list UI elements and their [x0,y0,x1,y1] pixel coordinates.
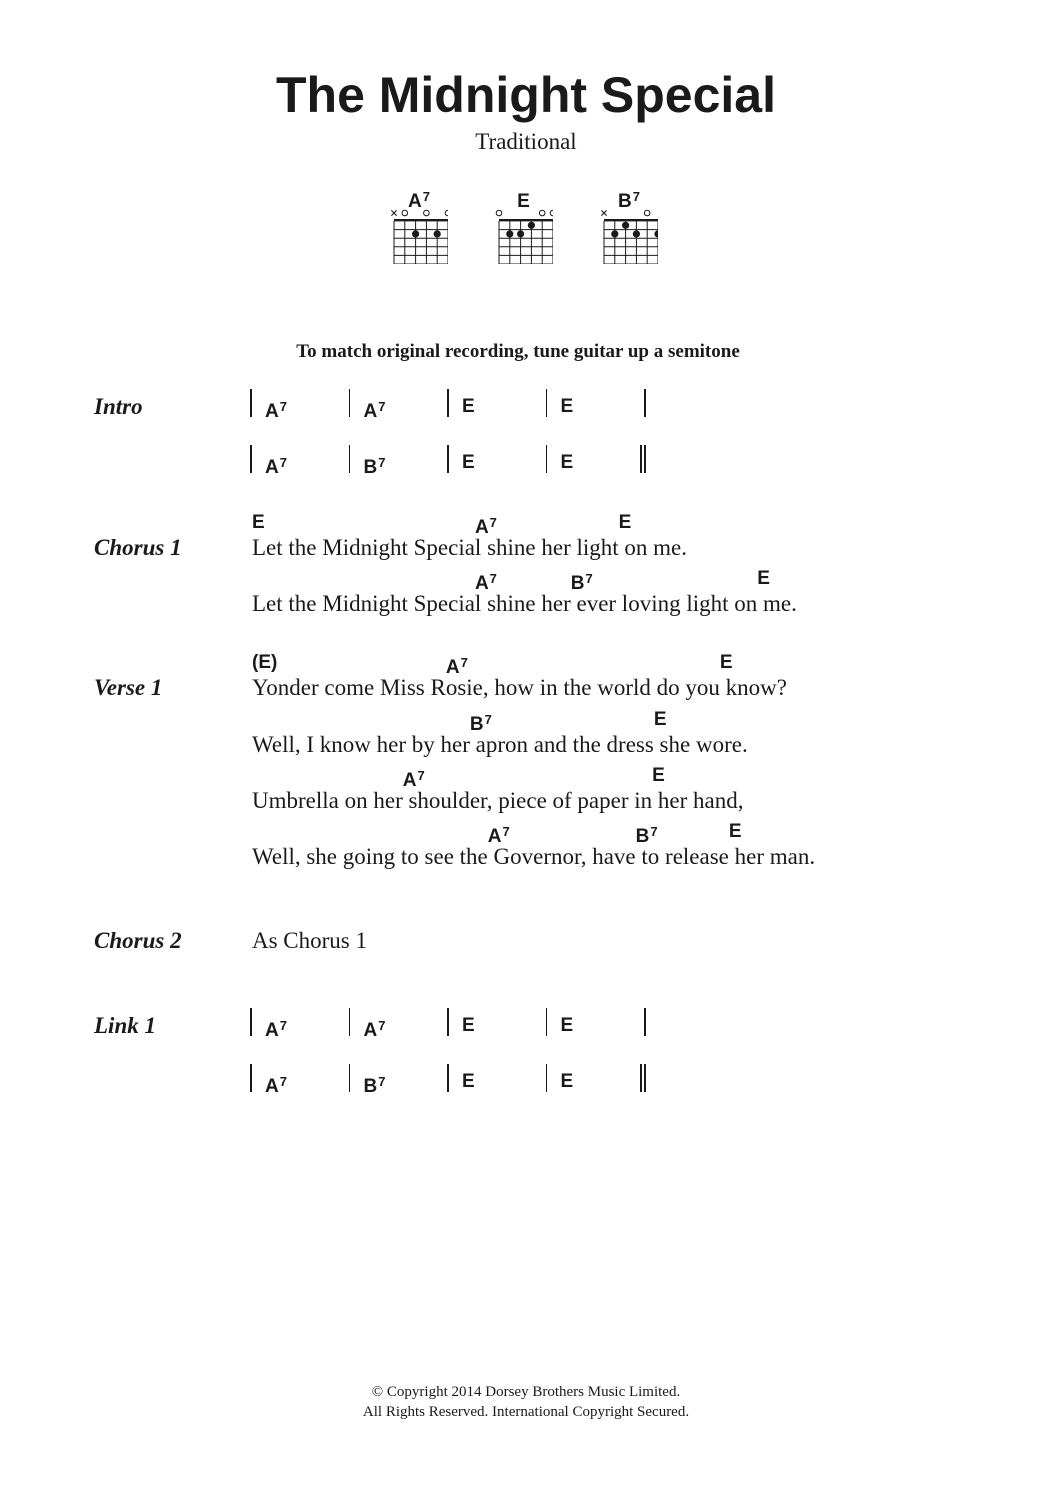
finger-dot [622,222,629,229]
chord-root: E [462,396,475,417]
chord-root: E [252,512,265,533]
open-string-marker [550,210,553,216]
barline [349,445,351,473]
barline [447,1008,449,1036]
barline [447,1064,449,1092]
open-string-marker [445,210,448,216]
chord-symbol [265,452,287,479]
chord-extension: 7 [378,455,386,470]
chord-symbol [475,512,497,539]
barline [349,1064,351,1092]
barline [546,445,548,473]
finger-dot [434,230,441,237]
lyric-block [252,512,1012,568]
chord-root: E [653,709,667,730]
barline [447,389,449,417]
rights-line: All Rights Reserved. International Copyright Secured. [362,1404,690,1420]
chord-symbol [488,821,510,848]
chord-extension: 7 [417,768,425,783]
bar-row [250,445,650,478]
chord-symbol [446,652,468,679]
chord-root: A [265,457,279,478]
barline [250,389,252,417]
chord-extension: 7 [460,655,468,670]
chord-symbol [636,821,658,848]
chord-root: E [719,652,733,673]
chord-symbol [364,1015,386,1042]
chord-extension: 7 [378,399,386,414]
open-string-marker [539,210,545,216]
chord-extension: 7 [489,571,497,586]
chord-root: E [462,1071,475,1092]
lyric-line: Well, she going to see the Governor, have to release her man. [252,844,816,869]
barline [546,1008,548,1036]
chord-symbol [462,396,475,418]
chord-symbol [265,1015,287,1042]
chord-symbol [561,396,574,418]
chord-root: A [408,191,422,212]
chord-symbol [265,1071,287,1098]
barline [349,389,351,417]
chord-root: E [560,452,574,473]
chord-root: B [363,457,378,478]
chord-extension: 7 [279,1018,287,1033]
chord-root: E [618,512,632,533]
chord-root: E [652,765,665,786]
bar-row [250,389,650,422]
barline [640,1064,642,1092]
lyric-block [252,765,1012,821]
barline [640,445,642,473]
barline [644,389,646,417]
nut [604,219,658,221]
finger-dot [506,230,513,237]
finger-dot [517,230,524,237]
chord-root: A [363,1020,378,1041]
muted-string-marker [601,210,606,215]
chord-symbol [571,568,593,595]
lyric-line: Umbrella on her shoulder, piece of paper in her hand, [252,788,744,813]
finger-dot [611,230,618,237]
chord-diagram [390,186,448,266]
chord-root: B [618,191,632,212]
chord-extension: 7 [378,1074,386,1089]
finger-dot [528,222,535,229]
chord-root: A [474,573,489,594]
nut [499,219,553,221]
chord-root: E [462,1015,475,1036]
chord-symbol [364,452,386,479]
chord-symbol [561,1071,574,1093]
section-label-chorus-2: Chorus 2 [94,928,182,953]
chord-symbol [475,568,497,595]
lyric-line: Let the Midnight Special shine her ever loving light on me. [252,591,797,616]
chord-symbol [364,396,386,423]
chord-root: E [560,396,574,417]
chord-extension: 7 [502,824,510,839]
chord-root: E [728,821,742,842]
chord-extension: 7 [378,1018,386,1033]
chord-extension: 7 [650,824,658,839]
open-string-marker [496,210,502,216]
copyright-line: © Copyright 2014 Dorsey Brothers Music Limited. [371,1384,681,1400]
chord-root: A [265,1020,279,1041]
chord-root: (E) [252,652,278,673]
chord-extension: 7 [489,515,497,530]
chord-symbol [364,1071,386,1098]
chord-grid [600,208,658,264]
chord-root: A [487,826,502,847]
muted-string-marker [391,210,396,215]
open-string-marker [402,210,408,216]
chord-grid [495,208,553,264]
chord-root: B [469,714,484,735]
chord-symbol [729,821,742,843]
lyric-line: Yonder come Miss Rosie, how in the world do you know? [252,675,787,700]
chord-symbol [652,765,665,787]
chord-symbol [252,652,277,674]
chord-symbol [252,512,265,534]
chord-diagram [600,186,658,266]
barline [250,1064,252,1092]
chord-root: E [462,452,475,473]
lyric-line: Well, I know her by her apron and the dress she wore. [252,732,748,757]
chord-root: A [363,401,378,422]
barline [644,445,646,473]
chord-extension: 7 [484,712,492,727]
barline [546,389,548,417]
chord-symbol [654,709,667,731]
chord-root: A [445,657,460,678]
lyric-line: Let the Midnight Special shine her light on me. [252,535,688,560]
chord-symbol [470,709,492,736]
chord-diagrams [0,186,1052,266]
chord-symbol [403,765,425,792]
chord-extension: 7 [279,399,287,414]
chord-extension: 7 [422,189,430,204]
barline [546,1064,548,1092]
chord-symbol [720,652,733,674]
chord-root: E [517,191,530,212]
finger-dot [633,230,640,237]
bar-row [250,1064,650,1097]
lyric-block [252,709,1012,765]
nut [394,219,448,221]
chord-diagram [495,186,553,266]
chord-symbol [619,512,632,534]
barline [644,1008,646,1036]
chord-symbol [462,452,475,474]
chord-root: B [570,573,585,594]
chord-root: B [635,826,650,847]
song-title: The Midnight Special [275,67,777,123]
barline [349,1008,351,1036]
barline [447,445,449,473]
chord-root: A [265,1076,279,1097]
barline [644,1064,646,1092]
chord-root: E [757,568,770,589]
chord-root: E [560,1015,574,1036]
lyric-block [252,568,1012,624]
chord-root: A [265,401,279,422]
section-text-chorus-2: As Chorus 1 [252,928,368,953]
barline [250,445,252,473]
lyric-block [252,652,1012,708]
chord-symbol [462,1071,475,1093]
chord-symbol [561,452,574,474]
open-string-marker [424,210,430,216]
chord-extension: 7 [279,455,287,470]
chord-root: B [363,1076,378,1097]
section-label-intro: Intro [94,394,143,419]
section-label-chorus-1: Chorus 1 [94,535,182,560]
chord-symbol [757,568,770,590]
section-label-link-1: Link 1 [94,1013,156,1038]
chord-root: A [474,517,489,538]
composer: Traditional [475,129,577,154]
chord-extension: 7 [279,1074,287,1089]
section-label-verse-1: Verse 1 [94,675,163,700]
chord-root: A [402,770,417,791]
bar-row [250,1008,650,1041]
lyric-block [252,821,1012,877]
chord-symbol [462,1015,475,1037]
open-string-marker [644,210,650,216]
finger-dot [412,230,419,237]
finger-dot [654,230,658,237]
chord-symbol [561,1015,574,1037]
barline [250,1008,252,1036]
chord-extension: 7 [632,189,640,204]
tuning-instruction: To match original recording, tune guitar up a semitone [296,341,740,362]
chord-grid [390,208,448,264]
chord-root: E [560,1071,574,1092]
chord-extension: 7 [585,571,593,586]
chord-symbol [265,396,287,423]
